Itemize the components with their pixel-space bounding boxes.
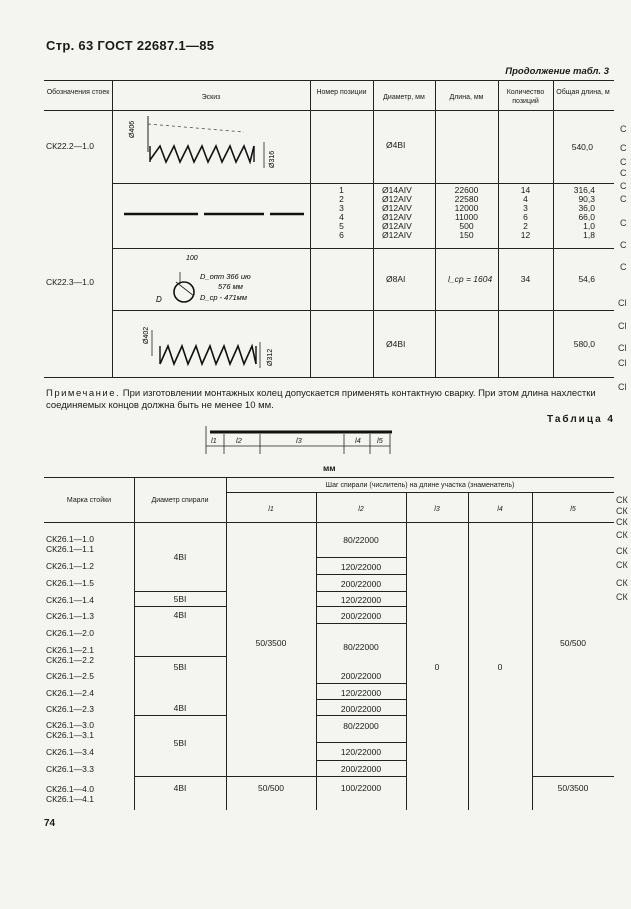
table4-title: Таблица 4	[546, 414, 615, 425]
margin-mark: Cl	[618, 321, 627, 331]
margin-mark: СК	[616, 592, 628, 602]
diagram-l2: l2	[236, 436, 242, 445]
t4-l2: 80/22000	[343, 642, 379, 652]
margin-mark: Cl	[618, 343, 627, 353]
t1-mark-2: СК22.3—1.0	[46, 277, 94, 287]
t4-mark: СК26.1—2.4	[46, 688, 94, 698]
table4-unit: мм	[323, 463, 336, 473]
t1-g2-len-3: 12000	[454, 203, 479, 213]
t1-g2-total-6: 1,8	[583, 230, 595, 240]
t1-g2-dia-4: Ø12AIV	[382, 212, 412, 222]
t4-header-l4: l4	[497, 506, 503, 513]
t4-l1: 50/3500	[255, 638, 287, 648]
t1-header-diameter: Диаметр, мм	[383, 94, 425, 101]
t1-g2-total-5: 1,0	[583, 221, 595, 231]
t4-header-step: Шаг спирали (числитель) на длине участка (знаменатель)	[325, 482, 515, 489]
margin-mark: С	[620, 143, 627, 153]
t1-g2-pos-4: 4	[339, 212, 344, 222]
sketches-svg	[114, 112, 308, 380]
t1-g2-len-6: 150	[459, 230, 474, 240]
t1-g2-qty-6: 12	[520, 230, 531, 240]
t4-header-l5: l5	[570, 506, 576, 513]
t4-mark: СК26.1—1.0	[46, 534, 94, 544]
t4-l2: 200/22000	[340, 671, 382, 681]
t1-g2-dia-5: Ø12AIV	[382, 221, 412, 231]
t1-g2-len-5: 500	[459, 221, 474, 231]
t1-g2-total-3: 36,0	[578, 203, 595, 213]
sketch4-inner-label: Ø312	[267, 348, 274, 366]
t4-l2: 100/22000	[340, 783, 382, 793]
sketch3-label-c: 576 мм	[218, 282, 243, 291]
t4-l2: 120/22000	[340, 595, 382, 605]
t4-l4: 0	[497, 662, 503, 672]
t1-g2-dia-1: Ø14AIV	[382, 185, 412, 195]
t1-g2-total-2: 90,3	[578, 194, 595, 204]
t4-l2: 200/22000	[340, 611, 382, 621]
t4-header-l2: l2	[358, 506, 364, 513]
t1-g2-dia-3: Ø12AIV	[382, 203, 412, 213]
t1-g2-pos-5: 5	[339, 221, 344, 231]
t1-g2-qty-3: 3	[523, 203, 528, 213]
sketch3-label-b: D_опт 366 ию	[200, 272, 251, 281]
diagram-l3: l3	[296, 436, 302, 445]
t1-g2-pos-1: 1	[339, 185, 344, 195]
margin-mark: С	[620, 181, 627, 191]
margin-mark: С	[620, 218, 627, 228]
note-text: При изготовлении монтажных колец допускается применять контактную сварку. При этом длина нахлестки соединяемых концов должна быть не менее 10 мм.	[46, 388, 596, 411]
t1-row1-dia: Ø4ВI	[386, 140, 406, 150]
t4-l2: 200/22000	[340, 764, 382, 774]
t4-mark: СК26.1—4.1	[46, 794, 94, 804]
t1-row3-len: l_ср = 1604	[448, 274, 493, 284]
t4-header-mark: Марка стойки	[66, 497, 112, 504]
diagram-l1: l1	[211, 436, 217, 445]
t1-header-quantity: Количество позиций	[506, 89, 545, 105]
t4-dia: 4BI	[173, 610, 187, 620]
sketch4-outer-label: Ø402	[143, 326, 150, 344]
margin-mark: СК	[616, 546, 628, 556]
t1-g2-len-2: 22580	[454, 194, 479, 204]
ring-sketch-3	[174, 272, 194, 302]
diagram-l5: l5	[377, 436, 383, 445]
t4-mark: СК26.1—2.1	[46, 645, 94, 655]
page-number: 74	[44, 818, 56, 829]
margin-mark: С	[620, 240, 627, 250]
t1-header-position: Номер позиции	[316, 89, 367, 96]
t4-mark: СК26.1—4.0	[46, 784, 94, 794]
t1-header-length: Длина, мм	[449, 94, 484, 101]
margin-mark: СК	[616, 578, 628, 588]
t1-row3-total: 54,6	[578, 274, 595, 284]
margin-mark: СК	[616, 506, 628, 516]
note	[46, 388, 611, 412]
t1-g2-qty-2: 4	[523, 194, 528, 204]
margin-mark: СК	[616, 530, 628, 540]
t4-l5: 50/3500	[557, 783, 589, 793]
note-label: Примечание.	[46, 388, 121, 399]
t4-mark: СК26.1—3.4	[46, 747, 94, 757]
t4-l3: 0	[434, 662, 440, 672]
t4-l2: 120/22000	[340, 688, 382, 698]
margin-mark: Cl	[618, 358, 627, 368]
t1-row4-dia: Ø4ВI	[386, 339, 406, 349]
t4-l2: 200/22000	[340, 579, 382, 589]
t1-header-designation: Обозначения стоек	[46, 89, 110, 96]
t4-dia: 4BI	[173, 703, 187, 713]
margin-mark: С	[620, 194, 627, 204]
t4-l2: 120/22000	[340, 562, 382, 572]
t4-l2: 80/22000	[343, 721, 379, 731]
t1-row4-total: 580,0	[573, 339, 595, 349]
spiral-sketch-4	[152, 330, 260, 368]
t4-mark: СК26.1—2.0	[46, 628, 94, 638]
margin-mark: С	[620, 168, 627, 178]
t4-header-diameter: Диаметр спирали	[151, 497, 209, 504]
t1-g2-dia-2: Ø12AIV	[382, 194, 412, 204]
margin-mark: С	[620, 157, 627, 167]
t1-header-sketch: Эскиз	[201, 94, 221, 101]
margin-mark: С	[620, 124, 627, 134]
margin-mark: СК	[616, 560, 628, 570]
t4-dia: 4BI	[173, 783, 187, 793]
sketch1-inner-label: Ø316	[269, 150, 276, 168]
t4-l2: 200/22000	[340, 704, 382, 714]
t4-dia: 4BI	[173, 552, 187, 562]
t1-g2-qty-4: 6	[523, 212, 528, 222]
margin-mark: Cl	[618, 298, 627, 308]
sketch3-label-e: D	[156, 295, 162, 304]
t4-l2: 80/22000	[343, 535, 379, 545]
t4-mark: СК26.1—2.3	[46, 704, 94, 714]
t1-row1-total: 540,0	[571, 142, 593, 152]
t1-g2-qty-1: 14	[520, 185, 531, 195]
t1-header-total: Общая длина, м	[556, 89, 610, 96]
t1-g2-total-4: 66,0	[578, 212, 595, 222]
t4-mark: СК26.1—1.3	[46, 611, 94, 621]
t1-g2-dia-6: Ø12AIV	[382, 230, 412, 240]
margin-mark: СК	[616, 517, 628, 527]
sketch1-outer-label: Ø406	[129, 120, 136, 138]
t4-mark: СК26.1—1.2	[46, 561, 94, 571]
t1-g2-pos-3: 3	[339, 203, 344, 213]
t1-g2-len-1: 22600	[454, 185, 479, 195]
margin-mark: СК	[616, 495, 628, 505]
spiral-sketch-1	[148, 116, 264, 168]
diagram-l4: l4	[355, 436, 361, 445]
t4-l2: 120/22000	[340, 747, 382, 757]
t4-header-l3: l3	[434, 506, 440, 513]
t4-mark: СК26.1—3.3	[46, 764, 94, 774]
t4-mark: СК26.1—2.2	[46, 655, 94, 665]
t4-l1: 50/500	[258, 783, 284, 793]
t4-mark: СК26.1—2.5	[46, 671, 94, 681]
t4-dia: 5BI	[173, 662, 187, 672]
t4-mark: СК26.1—3.0	[46, 720, 94, 730]
t1-row3-qty: 34	[520, 274, 531, 284]
t1-row3-dia: Ø8AI	[386, 274, 406, 284]
t1-g2-pos-6: 6	[339, 230, 344, 240]
page-header: Стр. 63 ГОСТ 22687.1—85	[46, 38, 215, 53]
t4-l5: 50/500	[560, 638, 586, 648]
t1-g2-qty-5: 2	[523, 221, 528, 231]
t4-mark: СК26.1—1.4	[46, 595, 94, 605]
margin-mark: С	[620, 262, 627, 272]
t4-mark: СК26.1—3.1	[46, 730, 94, 740]
t4-dia: 5BI	[173, 594, 187, 604]
sketch3-label-a: 100	[186, 255, 198, 262]
t4-mark: СК26.1—1.5	[46, 578, 94, 588]
t4-dia: 5BI	[173, 738, 187, 748]
t4-mark: СК26.1—1.1	[46, 544, 94, 554]
t1-g2-total-1: 316,4	[573, 185, 595, 195]
margin-mark: Cl	[618, 382, 627, 392]
t1-g2-pos-2: 2	[339, 194, 344, 204]
t4-header-l1: l1	[268, 506, 274, 513]
continuation-label: Продолжение табл. 3	[505, 66, 609, 77]
t1-g2-len-4: 11000	[454, 212, 478, 222]
sketch3-label-d: D_ср - 471мм	[200, 293, 247, 302]
t1-mark-1: СК22.2—1.0	[46, 141, 94, 151]
